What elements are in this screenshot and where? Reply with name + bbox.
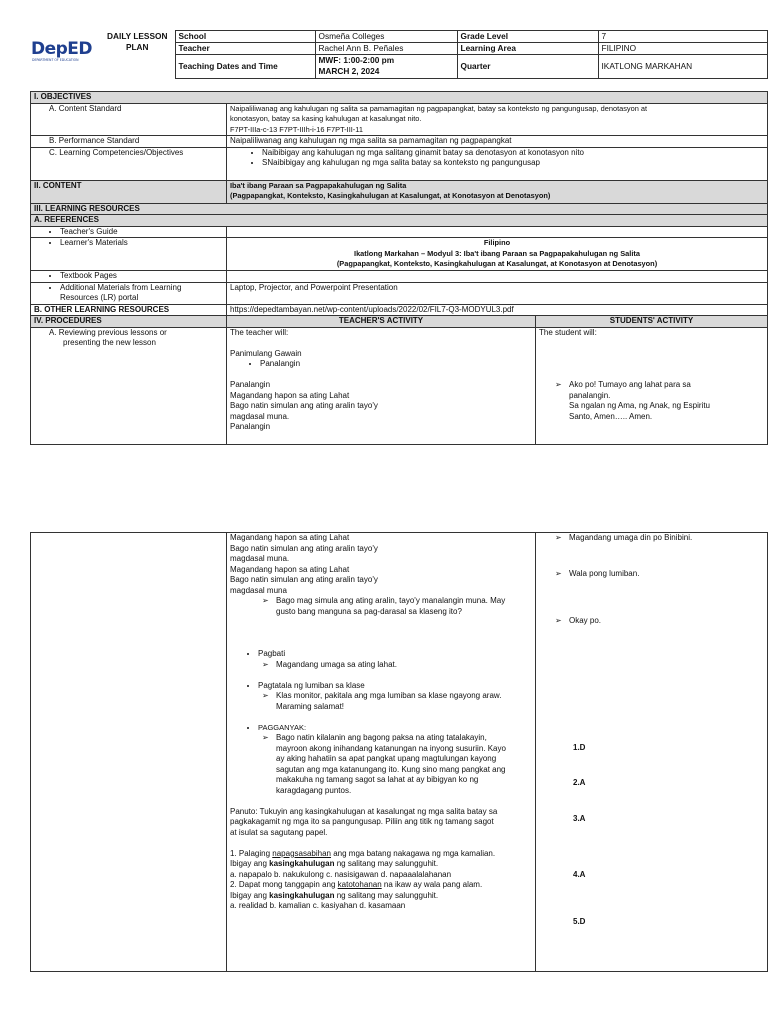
prayer-line: magdasal muna. xyxy=(230,411,290,421)
teacher-prompt: ➢ Bago mag simula ang ating aralin, tayo'y manalangin muna. May gusto bang manguna sa pag-darasal sa klaseng ito? xyxy=(276,596,532,617)
review-label xyxy=(31,327,227,444)
student-reply: ➢ Magandang umaga din po Binibini. xyxy=(569,533,764,544)
lm-line2: Ikatlong Markahan – Modyul 3: Iba't ibang Paraan sa Pagpapakahulugan ng Salita xyxy=(354,248,640,258)
greeting-line: Magandang hapon sa ating Lahat xyxy=(230,390,350,400)
header-title-line1: DAILY LESSON xyxy=(107,30,168,41)
teachers-guide-value xyxy=(227,226,768,238)
logo-word: DepED xyxy=(31,39,93,59)
learning-resources-heading: III. LEARNING RESOURCES xyxy=(31,203,768,215)
question-1-choices: a. napapalo b. nakukulong c. nasisigawan d. napaaalalahanan xyxy=(230,869,452,879)
panimulang-gawain: Panimulang Gawain xyxy=(230,348,302,358)
textbook-pages-cell xyxy=(31,271,227,283)
area-label: Learning Area xyxy=(457,43,598,55)
teacher-activity-cell xyxy=(227,327,536,444)
header-title-cell xyxy=(30,31,175,79)
quarter-value: IKATLONG MARKAHAN xyxy=(598,55,767,79)
other-resources-link[interactable]: https://depedtambayan.net/wp-content/uploads/2022/02/FIL7-Q3-MODYUL3.pdf xyxy=(227,304,768,316)
teacher-activity-cell xyxy=(227,533,536,972)
references-heading: A. REFERENCES xyxy=(31,215,768,227)
competency-item: • Naibibigay ang kahulugan ng mga salitang ginamit batay sa denotasyon at konotasyon nito xyxy=(262,148,764,159)
lm-line1: Filipino xyxy=(483,238,511,247)
lm-line3: (Pagpapangkat, Konteksto, Kasingkahulugan at Kasalungat, at Konotasyon at Denotasyon) xyxy=(336,259,658,268)
student-reply: ➢ Okay po. xyxy=(569,616,764,627)
learners-materials-cell xyxy=(31,238,227,271)
question-2: 2. Dapat mong tanggapin ang katotohanan na ikaw ay wala pang alam. xyxy=(230,880,483,889)
content-line1: Iba't ibang Paraan sa Pagpapakahulugan ng Salita xyxy=(230,180,407,190)
learners-materials-value xyxy=(227,238,768,271)
teacher-value: Rachel Ann B. Peñales xyxy=(315,43,457,55)
grade-value: 7 xyxy=(598,31,767,43)
answer-3: 3.A xyxy=(573,813,586,823)
content-standard-value xyxy=(227,103,768,136)
teachers-guide-cell xyxy=(31,226,227,238)
student-activity-cell xyxy=(536,533,768,972)
procedures-heading: IV. PROCEDURES xyxy=(31,316,227,328)
answer-5: 5.D xyxy=(573,916,586,926)
lesson-plan-table xyxy=(30,91,768,445)
lesson-plan-table-continued xyxy=(30,532,768,972)
header-table xyxy=(30,30,768,79)
student-activity-heading: STUDENTS' ACTIVITY xyxy=(536,316,768,328)
pagbati-bullet: • Pagbati xyxy=(258,649,532,660)
learners-materials-label: • Learner's Materials xyxy=(60,238,223,249)
pagganyak-bullet: • PAGGANYAK: xyxy=(258,723,532,734)
header-title-line2: PLAN xyxy=(125,41,149,52)
other-resources-heading: B. OTHER LEARNING RESOURCES xyxy=(31,304,227,316)
prayer-line: magdasal muna. xyxy=(230,554,290,563)
content-heading: II. CONTENT xyxy=(31,180,227,203)
pagtatala-bullet: • Pagtatala ng lumiban sa klase xyxy=(258,681,532,692)
procedure-label-cell xyxy=(31,533,227,972)
teacher-activity-heading: TEACHER'S ACTIVITY xyxy=(227,316,536,328)
question-1-instruction: Ibigay ang kasingkahulugan ng salitang may salungguhit. xyxy=(230,859,439,868)
dates-label: Teaching Dates and Time xyxy=(175,55,315,79)
student-reply: ➢ Wala pong lumiban. xyxy=(569,569,764,580)
logo-tagline: DEPARTMENT OF EDUCATION xyxy=(32,58,79,62)
panalangin-bullet: • Panalangin xyxy=(260,359,532,370)
question-2-choices: a. realidad b. kamalian c. kasiyahan d. kasamaan xyxy=(230,901,406,910)
question-1: 1. Palaging napagsasabihan ang mga batang nakagawa ng mga kamalian. xyxy=(230,848,496,858)
dates-value-line1: MWF: 1:00-2:00 pm xyxy=(318,55,395,65)
objectives-heading: I. OBJECTIVES xyxy=(31,92,768,104)
competencies-label: C. Learning Competencies/Objectives xyxy=(31,147,227,180)
answer-2: 2.A xyxy=(573,778,586,787)
quarter-label: Quarter xyxy=(457,55,598,79)
school-value: Osmeña Colleges xyxy=(315,31,457,43)
school-label: School xyxy=(175,31,315,43)
dates-value-line2: MARCH 2, 2024 xyxy=(318,66,380,76)
performance-standard-label: B. Performance Standard xyxy=(31,136,227,148)
teacher-label: Teacher xyxy=(175,43,315,55)
content-standard-label: A. Content Standard xyxy=(31,103,227,136)
additional-materials-value: Laptop, Projector, and Powerpoint Presentation xyxy=(227,282,768,304)
dates-value xyxy=(315,55,457,79)
competency-item: • SNaibibigay ang kahulugan ng mga salita batay sa konteksto ng pangungusap xyxy=(262,158,764,169)
student-activity-cell xyxy=(536,327,768,444)
grade-label: Grade Level xyxy=(457,31,598,43)
student-will: The student will: xyxy=(539,327,597,337)
content-standard-line3: F7PT-IIIa-c-13 F7PT-IIIh-i-16 F7PT-III-11 xyxy=(230,124,363,134)
review-label-line1: A. Reviewing previous lessons or xyxy=(49,327,167,337)
content-standard-line1: Naipaliliwanag ang kahulugan ng salita sa pamamagitan ng pagpapangkat, batay sa konteksto ng pangungusap, denotasyon at xyxy=(230,103,648,113)
area-value: FILIPINO xyxy=(598,43,767,55)
review-label-line2: presenting the new lesson xyxy=(63,338,156,347)
prayer-line: Bago natin simulan ang ating aralin tayo'y xyxy=(230,401,378,410)
content-standard-line2: konotasyon, batay sa kasing kahulugan at kasalungat nito. xyxy=(230,114,422,123)
pagganyak-text: ➢ Bago natin kilalanin ang bagong paksa na ating tatalakayin, mayroon akong inihandang katanungan na inyong susuriin. Kayo ay aking hahatiin sa apat pangkat upang magtulungan kayong sagutan ang mga katanungang ito. Kung sino mang pangkat ang makakuha ng tamang sagot sa lahat at ay bibigyan ko ng karagdagang puntos. xyxy=(276,733,532,796)
panalangin-heading: Panalangin xyxy=(230,380,271,389)
pagbati-line: ➢ Magandang umaga sa ating lahat. xyxy=(276,660,532,671)
teacher-will: The teacher will: xyxy=(230,327,289,337)
additional-materials-label: • Additional Materials from Learning Resources (LR) portal xyxy=(60,283,223,304)
performance-standard-value: Naipaliliwanag ang kahulugan ng mga salita sa pamamagitan ng pagpapangkat xyxy=(227,136,768,148)
content-value xyxy=(227,180,768,203)
prayer-line: Bago natin simulan ang ating aralin tayo'y xyxy=(230,575,378,584)
pagtatala-line: ➢ Klas monitor, pakitala ang mga lumiban sa klase ngayong araw. Maraming salamat! xyxy=(276,691,532,712)
answer-4: 4.A xyxy=(573,870,586,879)
additional-materials-cell xyxy=(31,282,227,304)
panalangin-heading: Panalangin xyxy=(230,422,271,431)
competencies-value xyxy=(227,147,768,180)
textbook-pages-value xyxy=(227,271,768,283)
question-2-instruction: Ibigay ang kasingkahulugan ng salitang may salungguhit. xyxy=(230,890,439,900)
answer-1: 1.D xyxy=(573,742,586,752)
prayer-line: magdasal muna xyxy=(230,585,287,595)
teachers-guide-label: • Teacher's Guide xyxy=(60,227,223,238)
greeting-line: Magandang hapon sa ating Lahat xyxy=(230,533,350,542)
textbook-pages-label: • Textbook Pages xyxy=(60,271,223,282)
student-reply: ➢ Ako po! Tumayo ang lahat para sa panalangin. Sa ngalan ng Ama, ng Anak, ng Espiritu Santo, Amen….. Amen. xyxy=(569,380,764,422)
content-line2: (Pagpapangkat, Konteksto, Kasingkahulugan at Kasalungat, at Konotasyon at Denotasyon) xyxy=(230,191,551,200)
greeting-line: Magandang hapon sa ating Lahat xyxy=(230,564,350,574)
panuto-text: Panuto: Tukuyin ang kasingkahulugan at kasalungat ng mga salita batay sa pagkakagamit ng mga ito sa pangungusap. Piliin ang titik ng tamang sagot at isulat sa sagutang papel. xyxy=(230,806,498,837)
prayer-line: Bago natin simulan ang ating aralin tayo'y xyxy=(230,543,378,553)
